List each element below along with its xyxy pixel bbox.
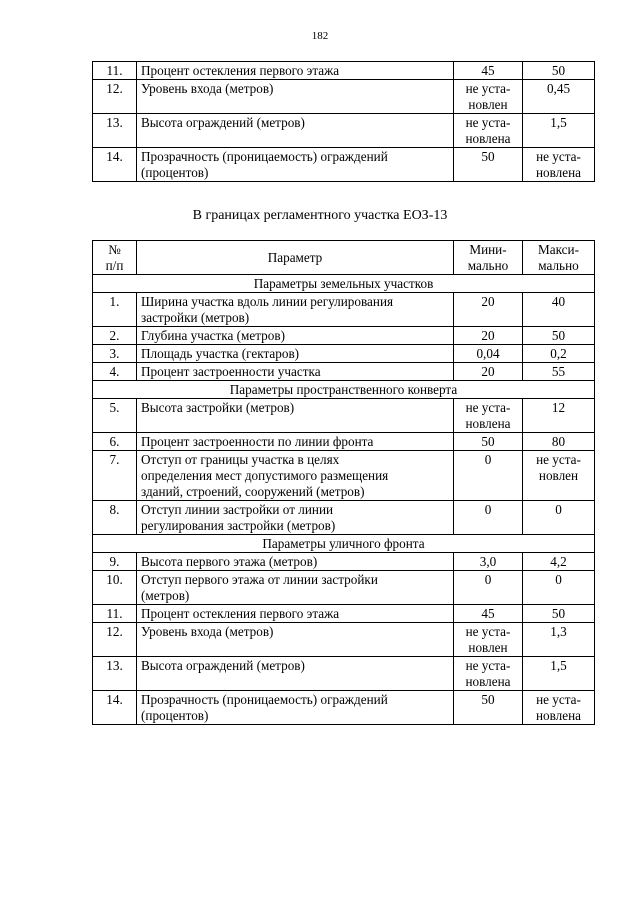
minimum-value: не уста- новлен [454, 80, 523, 114]
minimum-value: 20 [454, 363, 523, 381]
parameter-name: Процент остекления первого этажа [137, 62, 454, 80]
minimum-value: не уста- новлена [454, 399, 523, 433]
maximum-value: не уста- новлен [523, 451, 595, 501]
main-parameters-table [92, 240, 595, 725]
minimum-value: 20 [454, 293, 523, 327]
parameter-name: Отступ первого этажа от линии застройки (метров) [137, 571, 454, 605]
row-number: 3. [93, 345, 137, 363]
table-row [93, 80, 595, 114]
minimum-value: 0 [454, 501, 523, 535]
table-row [93, 691, 595, 725]
minimum-value: не уста- новлен [454, 623, 523, 657]
maximum-value: 50 [523, 327, 595, 345]
maximum-value: 1,3 [523, 623, 595, 657]
parameter-name: Процент застроенности по линии фронта [137, 433, 454, 451]
table-row [93, 571, 595, 605]
parameter-name: Уровень входа (метров) [137, 80, 454, 114]
row-number: 4. [93, 363, 137, 381]
maximum-value: 80 [523, 433, 595, 451]
row-number: 11. [93, 62, 137, 80]
table-row [93, 345, 595, 363]
top-table-body [93, 62, 595, 182]
maximum-value: 50 [523, 62, 595, 80]
table-row [93, 62, 595, 80]
minimum-value: не уста- новлена [454, 114, 523, 148]
main-table-body [93, 275, 595, 725]
parameter-name: Прозрачность (проницаемость) ограждений (процентов) [137, 148, 454, 182]
header-max: Макси- мально [523, 241, 595, 275]
minimum-value: 3,0 [454, 553, 523, 571]
minimum-value: 0 [454, 451, 523, 501]
maximum-value: 1,5 [523, 114, 595, 148]
parameter-name: Прозрачность (проницаемость) ограждений (процентов) [137, 691, 454, 725]
maximum-value: 12 [523, 399, 595, 433]
minimum-value: 0,04 [454, 345, 523, 363]
row-number: 12. [93, 623, 137, 657]
table-header-row [93, 241, 595, 275]
table-row [93, 114, 595, 148]
row-number: 6. [93, 433, 137, 451]
table-row [93, 553, 595, 571]
parameter-name: Высота застройки (метров) [137, 399, 454, 433]
minimum-value: 50 [454, 433, 523, 451]
section-caption: В границах регламентного участка ЕОЗ-13 [192, 208, 448, 223]
maximum-value: 0,45 [523, 80, 595, 114]
row-number: 10. [93, 571, 137, 605]
page-number: 182 [311, 30, 329, 42]
section-title: Параметры уличного фронта [93, 535, 595, 553]
row-number: 8. [93, 501, 137, 535]
row-number: 9. [93, 553, 137, 571]
maximum-value: 4,2 [523, 553, 595, 571]
minimum-value: 45 [454, 605, 523, 623]
table-row [93, 657, 595, 691]
top-parameters-table [92, 61, 595, 182]
parameter-name: Высота первого этажа (метров) [137, 553, 454, 571]
row-number: 12. [93, 80, 137, 114]
section-title: Параметры пространственного конверта [93, 381, 595, 399]
parameter-name: Отступ от границы участка в целях определения мест допустимого размещения зданий, строений, сооружений (метров) [137, 451, 454, 501]
parameter-name: Высота ограждений (метров) [137, 657, 454, 691]
parameter-name: Площадь участка (гектаров) [137, 345, 454, 363]
row-number: 11. [93, 605, 137, 623]
row-number: 5. [93, 399, 137, 433]
parameter-name: Процент застроенности участка [137, 363, 454, 381]
section-row [93, 535, 595, 553]
header-param: Параметр [137, 241, 454, 275]
table-row [93, 399, 595, 433]
table-row [93, 327, 595, 345]
table-row [93, 501, 595, 535]
minimum-value: 45 [454, 62, 523, 80]
section-title: Параметры земельных участков [93, 275, 595, 293]
maximum-value: не уста- новлена [523, 691, 595, 725]
header-min: Мини- мально [454, 241, 523, 275]
maximum-value: 0,2 [523, 345, 595, 363]
table-row [93, 451, 595, 501]
maximum-value: 1,5 [523, 657, 595, 691]
row-number: 2. [93, 327, 137, 345]
section-row [93, 381, 595, 399]
section-row [93, 275, 595, 293]
table-row [93, 623, 595, 657]
table-row [93, 148, 595, 182]
row-number: 1. [93, 293, 137, 327]
row-number: 13. [93, 114, 137, 148]
table-row [93, 433, 595, 451]
header-num: № п/п [93, 241, 137, 275]
row-number: 14. [93, 148, 137, 182]
maximum-value: 40 [523, 293, 595, 327]
maximum-value: 55 [523, 363, 595, 381]
parameter-name: Глубина участка (метров) [137, 327, 454, 345]
minimum-value: 0 [454, 571, 523, 605]
minimum-value: 50 [454, 691, 523, 725]
table-row [93, 363, 595, 381]
parameter-name: Процент остекления первого этажа [137, 605, 454, 623]
minimum-value: не уста- новлена [454, 657, 523, 691]
row-number: 14. [93, 691, 137, 725]
maximum-value: 0 [523, 501, 595, 535]
minimum-value: 20 [454, 327, 523, 345]
minimum-value: 50 [454, 148, 523, 182]
table-row [93, 293, 595, 327]
row-number: 7. [93, 451, 137, 501]
parameter-name: Отступ линии застройки от линии регулирования застройки (метров) [137, 501, 454, 535]
parameter-name: Ширина участка вдоль линии регулирования застройки (метров) [137, 293, 454, 327]
table-row [93, 605, 595, 623]
maximum-value: 50 [523, 605, 595, 623]
maximum-value: не уста- новлена [523, 148, 595, 182]
maximum-value: 0 [523, 571, 595, 605]
row-number: 13. [93, 657, 137, 691]
parameter-name: Высота ограждений (метров) [137, 114, 454, 148]
parameter-name: Уровень входа (метров) [137, 623, 454, 657]
